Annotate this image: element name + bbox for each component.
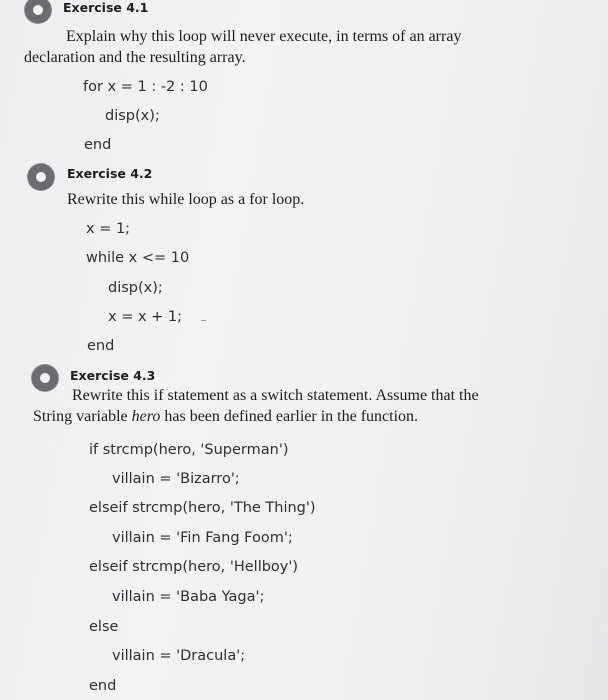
exercise-4-1-text-line-1: Explain why this loop will never execute, in terms of an array bbox=[66, 28, 462, 45]
exercise-4-2-text: Rewrite this while loop as a for loop. bbox=[67, 191, 305, 208]
exercise-4-2-code-line-4: x = x + 1; bbox=[108, 309, 183, 325]
exercise-4-1-code-line-2: disp(x); bbox=[105, 108, 160, 124]
exercise-4-3-code-line-9: end bbox=[89, 678, 117, 694]
exercise-4-3-text-part-2: has been defined earlier in the function. bbox=[160, 408, 419, 425]
stray-mark bbox=[201, 320, 206, 321]
exercise-4-2-code-line-2: while x <= 10 bbox=[86, 250, 190, 266]
exercise-4-1-icon bbox=[25, 0, 51, 23]
exercise-4-1-text-line-2: declaration and the resulting array. bbox=[24, 49, 246, 66]
exercise-4-3-code-line-7: else bbox=[89, 619, 119, 635]
exercise-4-3-text-line-1: Rewrite this if statement as a switch statement. Assume that the bbox=[72, 387, 479, 404]
exercise-4-1-code-line-1: for x = 1 : -2 : 10 bbox=[83, 79, 208, 95]
exercise-4-2-code-line-1: x = 1; bbox=[86, 221, 131, 237]
exercise-4-3-code-line-2: villain = 'Bizarro'; bbox=[112, 471, 240, 487]
exercise-4-2-code-line-3: disp(x); bbox=[108, 280, 163, 296]
exercise-4-3-text-italic: hero bbox=[131, 408, 161, 425]
exercise-4-3-title: Exercise 4.3 bbox=[70, 368, 156, 383]
exercise-4-2-icon bbox=[28, 164, 54, 190]
exercise-4-2-code-line-5: end bbox=[87, 338, 115, 354]
exercise-4-3-code-line-3: elseif strcmp(hero, 'The Thing') bbox=[89, 500, 316, 516]
exercise-4-2-title: Exercise 4.2 bbox=[67, 166, 153, 181]
exercise-4-3-text-part-1: String variable bbox=[33, 408, 132, 425]
exercise-4-3-code-line-8: villain = 'Dracula'; bbox=[112, 648, 246, 664]
exercise-4-3-code-line-6: villain = 'Baba Yaga'; bbox=[112, 589, 265, 605]
exercise-4-1-code-line-3: end bbox=[84, 137, 112, 153]
exercise-4-3-code-line-4: villain = 'Fin Fang Foom'; bbox=[112, 530, 293, 546]
exercise-4-3-code-line-1: if strcmp(hero, 'Superman') bbox=[89, 442, 289, 458]
exercise-4-3-text-line-2 bbox=[33, 408, 418, 426]
exercise-4-3-icon bbox=[32, 365, 58, 391]
exercise-4-1-title: Exercise 4.1 bbox=[63, 0, 149, 15]
exercise-4-3-code-line-5: elseif strcmp(hero, 'Hellboy') bbox=[89, 559, 299, 575]
